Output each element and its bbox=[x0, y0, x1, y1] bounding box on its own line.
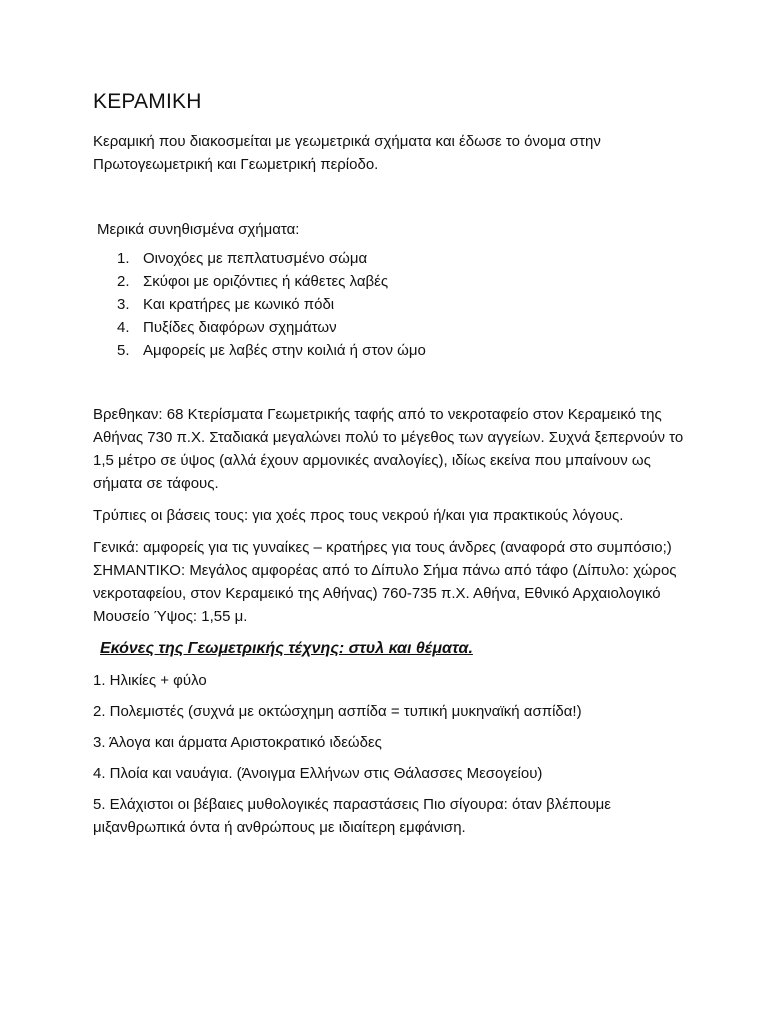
list-text: Αμφορείς με λαβές στην κοιλιά ή στον ώμο bbox=[143, 342, 426, 359]
theme-item: 2. Πολεμιστές (συχνά με οκτώσχημη ασπίδα = τυπική μυκηναϊκή ασπίδα!) bbox=[93, 703, 582, 720]
list-number: 4. bbox=[117, 319, 130, 336]
list-item bbox=[117, 247, 693, 270]
theme-item: 3. Άλογα και άρματα Αριστοκρατικό ιδεώδες bbox=[93, 734, 382, 751]
page-title: ΚΕΡΑΜΙΚΗ bbox=[93, 90, 202, 113]
list-number: 2. bbox=[117, 273, 130, 290]
list-text: Οινοχόες με πεπλατυσμένο σώμα bbox=[143, 250, 368, 267]
findings-paragraph: Βρεθηκαν: 68 Κτερίσματα Γεωμετρικής ταφής από το νεκροταφείο στον Κεραμεικό της Αθήνας 730 π.Χ. Σταδιακά μεγαλώνει πολύ το μέγεθος των αγγείων. Συχνά ξεπερνούν το 1,5 μέτρο σε ύψος (αλλά έχουν αρμονικές αναλογίες), ιδίως εκείνα που μπαίνουν ως σήματα σε τάφους. bbox=[93, 406, 684, 492]
list-item bbox=[117, 293, 693, 316]
list-text: Και κρατήρες με κωνικό πόδι bbox=[143, 296, 335, 313]
section-heading: Εκόνες της Γεωμετρικής τέχνης: στυλ και θέματα. bbox=[100, 640, 473, 657]
list-number: 1. bbox=[117, 250, 130, 267]
shapes-heading: Μερικά συνηθισμένα σχήματα: bbox=[97, 221, 300, 238]
list-item bbox=[117, 270, 693, 293]
list-text: Πυξίδες διαφόρων σχημάτων bbox=[143, 319, 337, 336]
list-item bbox=[117, 316, 693, 339]
bases-paragraph: Τρύπιες οι βάσεις τους: για χοές προς τους νεκρού ή/και για πρακτικούς λόγους. bbox=[93, 507, 624, 524]
document-page bbox=[93, 88, 693, 847]
list-text: Σκύφοι με οριζόντιες ή κάθετες λαβές bbox=[143, 273, 389, 290]
intro-paragraph: Κεραμική που διακοσμείται με γεωμετρικά σχήματα και έδωσε το όνομα στην Πρωτογεωμετρική και Γεωμετρική περίοδο. bbox=[93, 133, 601, 173]
general-paragraph: Γενικά: αμφορείς για τις γυναίκες – κρατήρες για τους άνδρες (αναφορά στο συμπόσιο;) ΣΗΜΑΝΤΙΚΟ: Μεγάλος αμφορέας από το Δίπυλο Σήμα πάνω από τάφο (Δίπυλο: χώρος νεκροταφείου, στον Κεραμεικό της Αθήνας) 760-735 π.Χ. Αθήνα, Εθνικό Αρχαιολογικό Μουσείο Ύψος: 1,55 μ. bbox=[93, 539, 677, 625]
theme-item: 1. Ηλικίες + φύλο bbox=[93, 672, 207, 689]
list-number: 3. bbox=[117, 296, 130, 313]
theme-item: 4. Πλοία και ναυάγια. (Άνοιγμα Ελλήνων στις Θάλασσες Μεσογείου) bbox=[93, 765, 543, 782]
shapes-list bbox=[93, 247, 693, 362]
theme-item: 5. Ελάχιστοι οι βέβαιες μυθολογικές παραστάσεις Πιο σίγουρα: όταν βλέπουμε μιξανθρωπικά όντα ή ανθρώπους με ιδιαίτερη εμφάνιση. bbox=[93, 796, 611, 836]
list-item bbox=[117, 339, 693, 362]
list-number: 5. bbox=[117, 342, 130, 359]
